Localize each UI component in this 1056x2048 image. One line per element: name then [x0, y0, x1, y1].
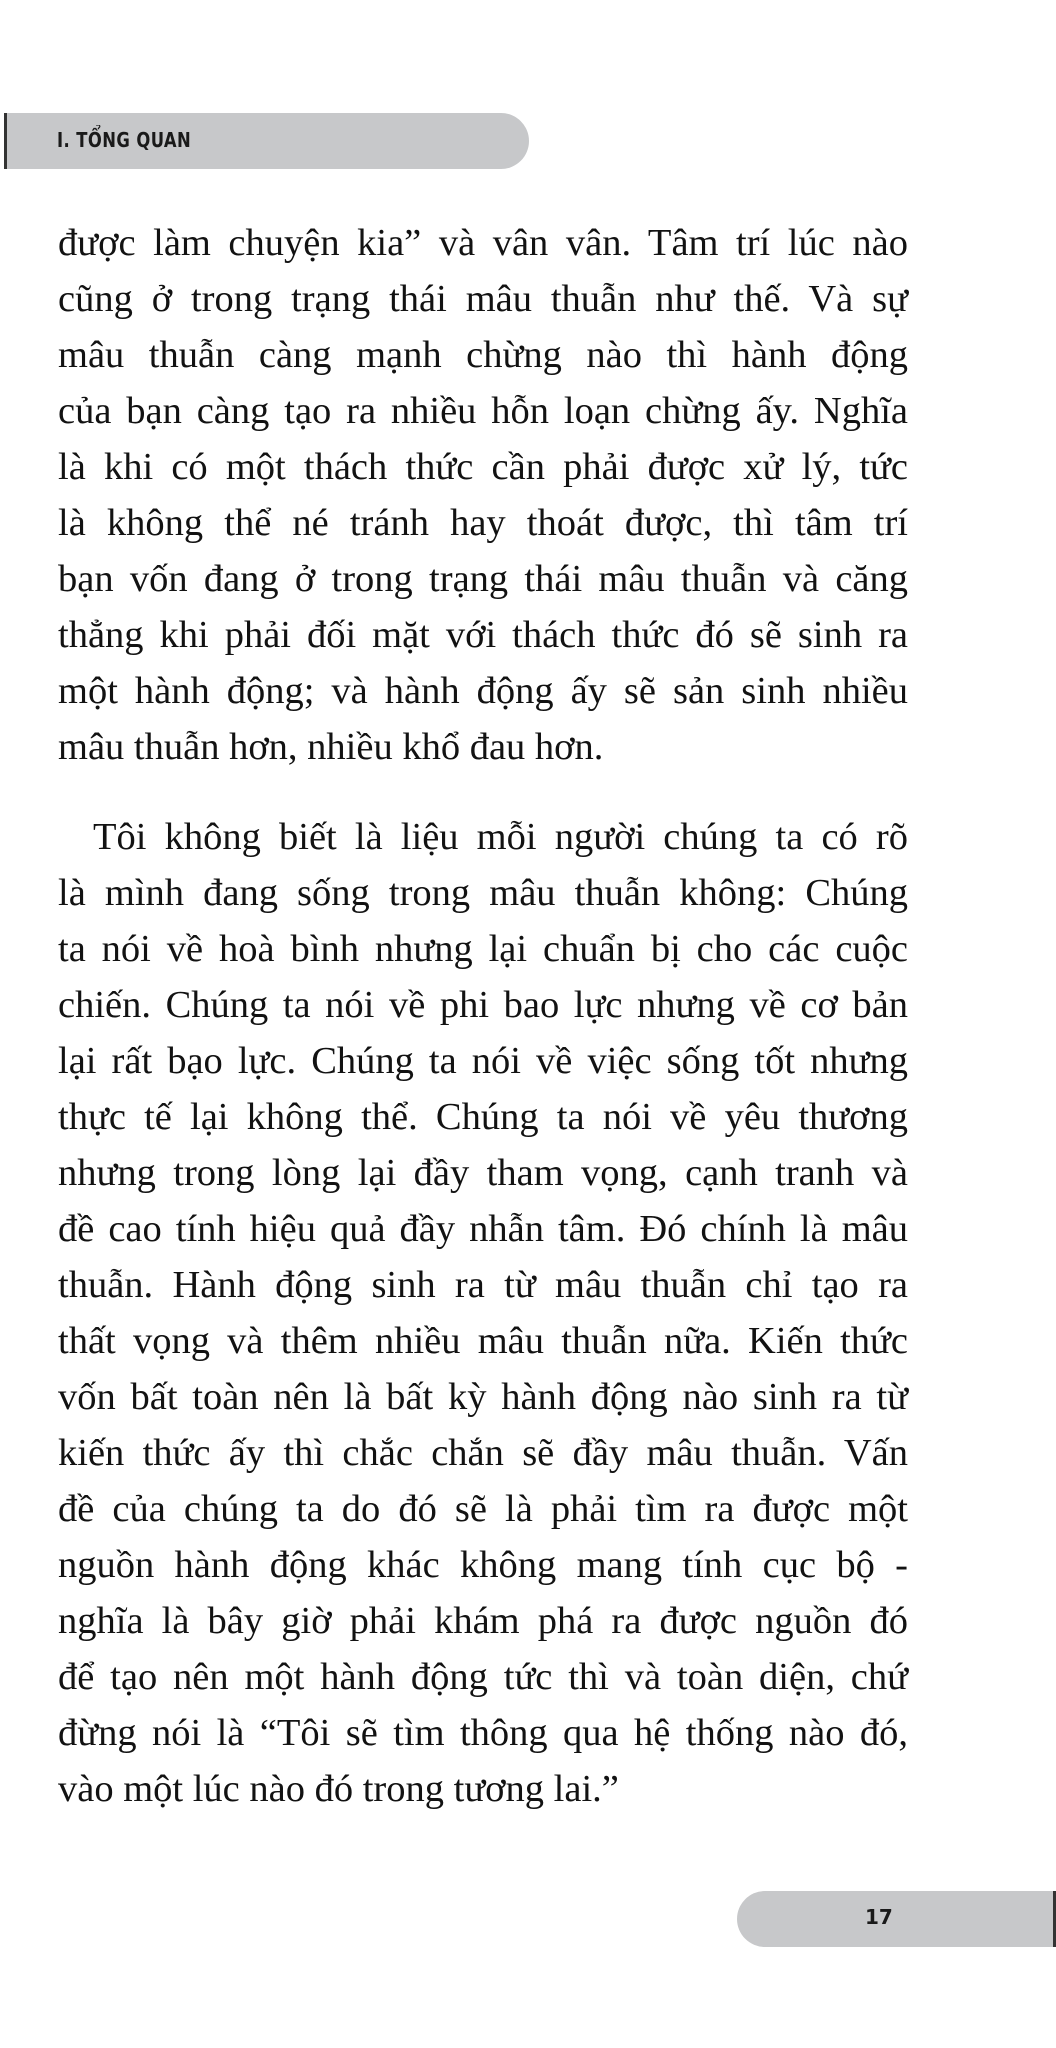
section-title: I. TỔNG QUAN [57, 128, 192, 152]
paragraph-1 [58, 215, 908, 775]
text-line: chiến. Chúng ta nói về phi bao lực nhưng về cơ bản [58, 984, 908, 1026]
text-line: được làm chuyện kia” và vân vân. Tâm trí lúc nào [58, 222, 908, 264]
page-body [58, 215, 908, 1817]
text-line: thẳng khi phải đối mặt với thách thức đó sẽ sinh ra [58, 614, 908, 656]
text-line: để tạo nên một hành động tức thì và toàn diện, chứ [58, 1656, 908, 1698]
text-line: nhưng trong lòng lại đầy tham vọng, cạnh tranh và [58, 1152, 908, 1194]
text-line: kiến thức ấy thì chắc chắn sẽ đầy mâu thuẫn. Vấn [58, 1432, 908, 1474]
text-line: một hành động; và hành động ấy sẽ sản sinh nhiều [58, 670, 908, 712]
text-line: Tôi không biết là liệu mỗi người chúng ta có rõ [93, 816, 908, 858]
text-line: nghĩa là bây giờ phải khám phá ra được nguồn đó [58, 1600, 908, 1642]
text-line: là không thể né tránh hay thoát được, thì tâm trí [58, 502, 908, 544]
text-line: thuẫn. Hành động sinh ra từ mâu thuẫn chỉ tạo ra [58, 1264, 908, 1306]
text-line: của bạn càng tạo ra nhiều hỗn loạn chừng ấy. Nghĩa [58, 390, 908, 432]
text-line: lại rất bạo lực. Chúng ta nói về việc sống tốt nhưng [58, 1040, 908, 1082]
text-line: đề của chúng ta do đó sẽ là phải tìm ra được một [58, 1488, 908, 1530]
page-number-tab [737, 1891, 1056, 1947]
text-line: nguồn hành động khác không mang tính cục bộ - [58, 1544, 908, 1586]
section-header-tab [4, 113, 529, 169]
page-number: 17 [865, 1905, 893, 1929]
paragraph-spacer [58, 775, 908, 809]
text-line: cũng ở trong trạng thái mâu thuẫn như thế. Và sự [58, 278, 908, 320]
text-line: đề cao tính hiệu quả đầy nhẫn tâm. Đó chính là mâu [58, 1208, 908, 1250]
text-line: bạn vốn đang ở trong trạng thái mâu thuẫn và căng [58, 558, 908, 600]
text-line: thực tế lại không thể. Chúng ta nói về yêu thương [58, 1096, 908, 1138]
text-line: vào một lúc nào đó trong tương lai.” [58, 1768, 619, 1810]
text-line: ta nói về hoà bình nhưng lại chuẩn bị cho các cuộc [58, 928, 908, 970]
text-line: vốn bất toàn nên là bất kỳ hành động nào sinh ra từ [58, 1376, 908, 1418]
text-line: đừng nói là “Tôi sẽ tìm thông qua hệ thống nào đó, [58, 1712, 908, 1754]
paragraph-2 [58, 809, 908, 1817]
text-line: mâu thuẫn hơn, nhiều khổ đau hơn. [58, 726, 604, 768]
text-line: thất vọng và thêm nhiều mâu thuẫn nữa. Kiến thức [58, 1320, 908, 1362]
text-line: là khi có một thách thức cần phải được xử lý, tức [58, 446, 908, 488]
text-line: là mình đang sống trong mâu thuẫn không: Chúng [58, 872, 908, 914]
text-line: mâu thuẫn càng mạnh chừng nào thì hành động [58, 334, 908, 376]
